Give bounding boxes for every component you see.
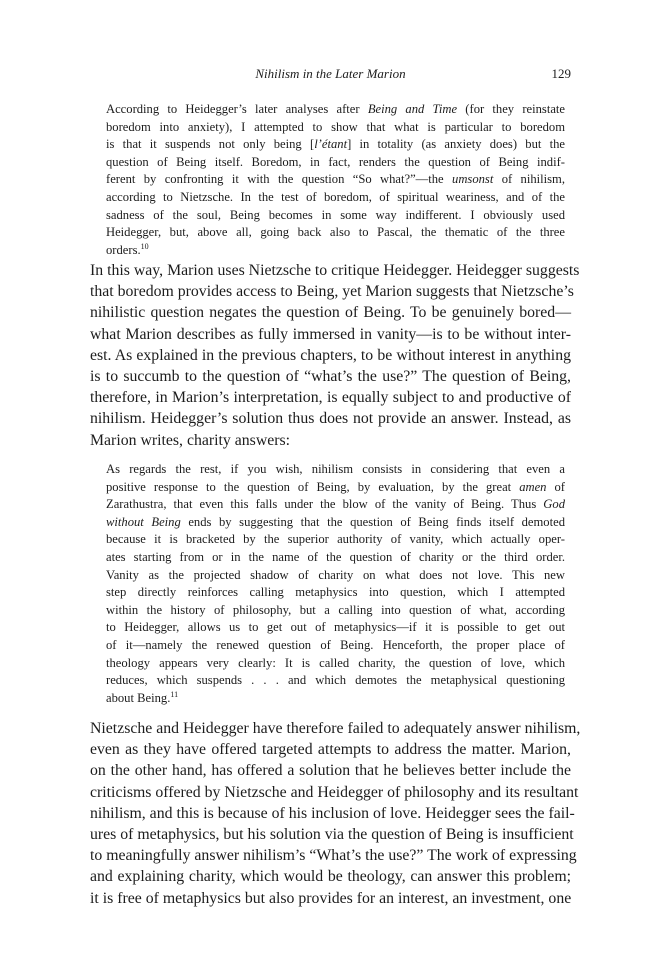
text-line: what Marion describes as fully immersed in vanity—is to be without inter- [90, 325, 571, 343]
text-line: on the other hand, has offered a solution that he believes better include the [90, 762, 571, 780]
page-number: 129 [551, 66, 571, 81]
text-line: nihilism, and this is because of his inclusion of love. Heidegger sees the fail- [90, 804, 575, 822]
text-line: nihilism. Heidegger’s solution thus does not provide an answer. Instead, as [90, 410, 571, 428]
text-line: sadness of the soul, Being becomes in some way indifferent. I obviously used [106, 207, 565, 222]
text-line: therefore, in Marion’s interpretation, is equally subject to and productive of [90, 389, 571, 407]
text-line: is that it suspends not only being [l’étant] in totality (as anxiety does) but the [106, 137, 565, 152]
text-line: according to Nietzsche. In the test of boredom, of spiritual weariness, and of the [106, 189, 565, 204]
text-line: ates starting from or in the name of the question of charity or the third order. [106, 549, 565, 564]
text-line: positive response to the question of Being, by evaluation, by the great amen of [106, 479, 566, 494]
text-line: theology appears very clearly: It is called charity, the question of love, which [106, 655, 565, 670]
text-line: about Being.$^{11}$ [106, 689, 179, 705]
footnote-marker: 10 [140, 241, 149, 251]
text-line: est. As explained in the previous chapters, to be without interest in anything [90, 346, 571, 364]
text-line: within the history of philosophy, but a calling into question of what, according [106, 602, 565, 617]
text-line: nihilistic question negates the question of Being. To be genuinely bored— [90, 304, 571, 322]
block-quote-charity-answers [106, 461, 565, 707]
text-line: it is free of metaphysics but also provides for an interest, an investment, one [90, 889, 572, 907]
text-line: even as they have offered targeted attempts to address the matter. Marion, [90, 741, 571, 759]
footnote-marker: 11 [170, 689, 179, 699]
text-line: of it—namely the renewed question of Being. Henceforth, the proper place of [106, 637, 565, 652]
running-title: Nihilism in the Later Marion [255, 66, 406, 81]
text-line: Heidegger, but, above all, going back also to Pascal, the thematic of the three [106, 225, 565, 240]
text-line: According to Heidegger’s later analyses after Being and Time (for they reinstate [106, 102, 565, 116]
italic-text: amen [519, 479, 547, 494]
text-line: As regards the rest, if you wish, nihilism consists in considering that even a [106, 462, 565, 476]
text-line: is to succumb to the question of “what’s the use?” The question of Being, [90, 368, 571, 386]
text-line: reduces, which suspends . . . and which demotes the metaphysical questioning [106, 673, 565, 688]
text-line: that boredom provides access to Being, yet Marion suggests that Nietzsche’s [90, 283, 574, 301]
block-quote-heidegger-boredom [106, 101, 565, 259]
text-line: Zarathustra, that even this falls under the blow of the vanity of Being. Thus God [106, 497, 565, 512]
running-head [90, 66, 571, 86]
text-line: because it is bracketed by the superior authority of vanity, which actually oper- [106, 532, 565, 547]
italic-text: God [543, 497, 565, 512]
text-line: to Heidegger, allows us to get out of metaphysics—if it is possible to get out [106, 620, 565, 635]
text-line: boredom into anxiety), I attempted to show that what is particular to boredom [106, 119, 565, 134]
text-line: Vanity as the projected shadow of charity on what does not love. This new [106, 567, 565, 582]
text-line: ferent by confronting it with the question “So what?”—the umsonst of nihilism, [106, 172, 565, 187]
paragraph-marion-critique [90, 260, 580, 451]
text-line: without Being ends by suggesting that the question of Being finds itself demoted [106, 514, 565, 529]
text-line: and explaining charity, which would be theology, can answer this problem; [90, 868, 571, 886]
text-line: question of Being itself. Boredom, in fact, renders the question of Being indif- [106, 154, 565, 169]
text-line: Nietzsche and Heidegger have therefore failed to adequately answer nihilism, [90, 720, 581, 737]
text-line: to meaningfully answer nihilism’s “What’s the use?” The work of expressing [90, 847, 577, 865]
text-line: criticisms offered by Nietzsche and Heidegger of philosophy and its resultant [90, 783, 579, 801]
italic-text: l’étant [314, 137, 348, 152]
italic-text: without Being [106, 514, 181, 529]
text-line: In this way, Marion uses Nietzsche to critique Heidegger. Heidegger suggests [90, 262, 580, 279]
text-line: ures of metaphysics, but his solution via the question of Being is insufficient [90, 826, 574, 844]
text-line: Marion writes, charity answers: [90, 431, 291, 449]
italic-text: Being and Time [367, 102, 458, 116]
italic-text: umsonst [452, 172, 494, 187]
text-line: step directly reinforces calling metaphysics into question, which I attempted [106, 585, 565, 600]
text-line: orders.$^{10}$ [106, 241, 149, 257]
paragraph-nihilism-answer [90, 718, 581, 909]
